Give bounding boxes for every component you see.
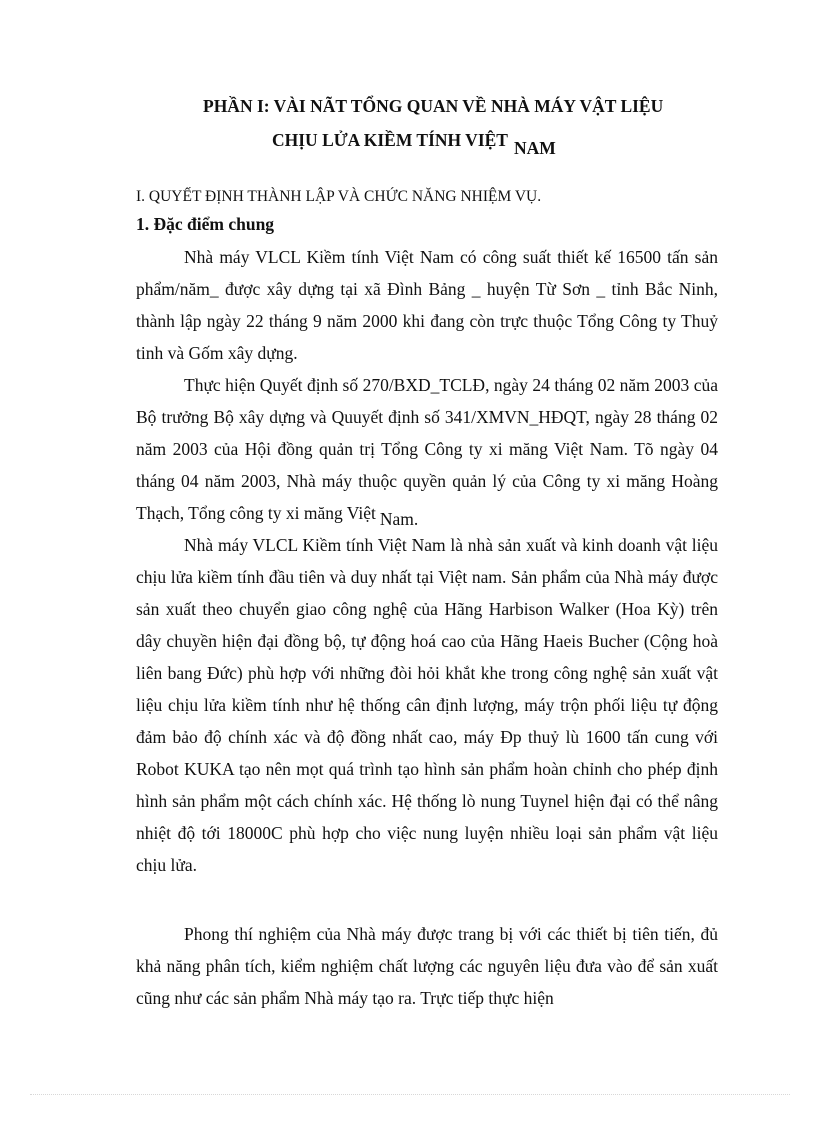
- paragraph-4: Phong thí nghiệm của Nhà máy được trang bị với các thiết bị tiên tiến, đủ khả năng phân tích, kiểm nghiệm chất lượng các nguyên liệu đưa vào để sản xuất cũng như các sản phẩm Nhà máy tạo ra. Trực tiếp thực hiện: [136, 924, 718, 1008]
- paragraph-2-text: Thực hiện Quyết định số 270/BXD_TCLĐ, ngày 24 tháng 02 năm 2003 của Bộ trưởng Bộ xây dựng và Quuyết định số 341/XMVN_HĐQT, ngày 28 tháng 02 năm 2003 của Hội đồng quản trị Tổng Công ty xi măng Việt Nam. Tõ ngày 04 tháng 04 năm 2003, Nhà máy thuộc quyền quản lý của Công ty xi măng Hoàng Thạch, Tổng công ty xi măng Việt: [136, 375, 718, 523]
- page-title-line-2-tail: NAM: [513, 138, 556, 158]
- page-bottom-divider: [30, 1094, 790, 1095]
- page-title-line-2: [272, 130, 556, 158]
- paragraph-2: [136, 369, 718, 529]
- page-title-line-2-text: CHỊU LỬA KIỀM TÍNH VIỆT: [272, 130, 508, 150]
- subheading: 1. Đặc điểm chung: [136, 214, 275, 234]
- paragraph-3: Nhà máy VLCL Kiềm tính Việt Nam là nhà sản xuất và kinh doanh vật liệu chịu lửa kiềm tính đầu tiên và duy nhất tại Việt nam. Sản phẩm của Nhà máy được sản xuất theo chuyển giao công nghệ của Hãng Harbison Walker (Hoa Kỳ) trên dây chuyền hiện đại đồng bộ, tự động hoá cao của Hãng Haeis Bucher (Cộng hoà liên bang Đức) phù hợp với những đòi hỏi khắt khe trong công nghệ sản xuất vật liệu chịu lửa kiềm tính như hệ thống cân định lượng, máy trộn phối liệu tự động đảm bảo độ chính xác và độ đồng nhất cao, máy Ðp thuỷ lù 1600 tấn cung với Robot KUKA tạo nên mọt quá trình tạo hình sản phẩm hoàn chỉnh cho phép định hình sản phẩm một cách chính xác. Hệ thống lò nung Tuynel hiện đại có thể nâng nhiệt độ tới 18000C phù hợp cho việc nung luyện nhiều loại sản phẩm vật liệu chịu lửa.: [136, 535, 718, 875]
- paragraph-1: Nhà máy VLCL Kiềm tính Việt Nam có công suất thiết kế 16500 tấn sản phẩm/năm_ được xây dựng tại xã Đình Bảng _ huyện Từ Sơn _ tỉnh Bắc Ninh, thành lập ngày 22 tháng 9 năm 2000 khi đang còn trực thuộc Tổng Công ty Thuỷ tinh và Gốm xây dựng.: [136, 247, 718, 363]
- paragraph-2-tail: Nam.: [379, 509, 419, 529]
- section-heading: I. QUYẾT ĐỊNH THÀNH LẬP VÀ CHỨC NĂNG NHIỆM VỤ.: [136, 188, 542, 205]
- page-title-line-1: PHẦN I: VÀI NÃT TỔNG QUAN VỀ NHÀ MÁY VẬT LIỆU: [203, 96, 664, 116]
